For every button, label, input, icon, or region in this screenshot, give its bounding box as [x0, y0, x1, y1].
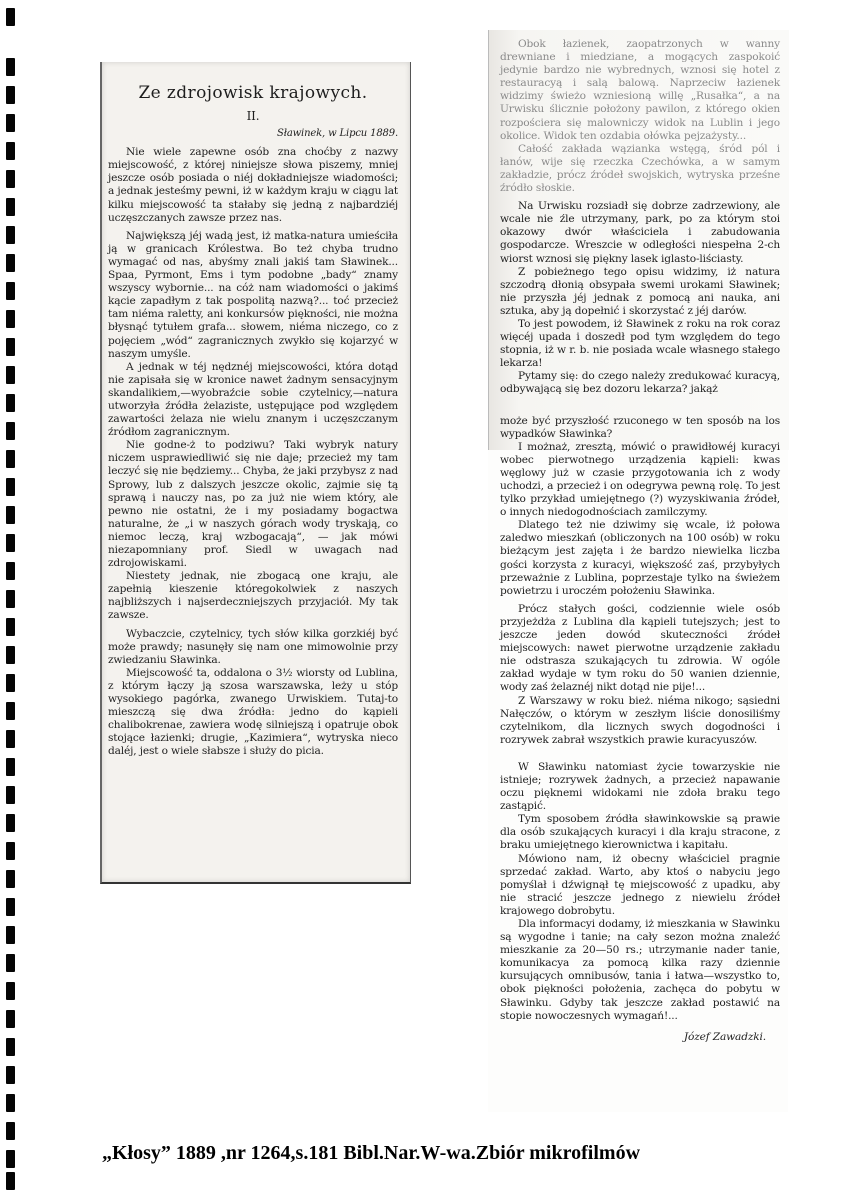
binder-hole: [6, 814, 15, 832]
paragraph-faded: Całość zakłada wązianka wstęgą, śród pól i łanów, wije się rzeczka Czechówka, a w samym zakładzie, prócz źródeł swojskich, wytryska prześne źródło słoskie.: [500, 142, 780, 195]
binder-hole: [6, 534, 15, 552]
binder-hole: [6, 1038, 15, 1056]
binder-hole: [6, 674, 15, 692]
binder-hole: [6, 786, 15, 804]
paragraph: Największą jéj wadą jest, iż matka-natura umieściła ją w granicach Królestwa. Bo też chyba trudno wymagać od nas, abyśmy znali jakiś tam Sławinek... Spaa, Pyrmont, Ems i tym podobne „bady“ znamy wszyscy wybornie... na cóż nam wiadomości o jakimś kącie zapadłym z tak pospolitą nazwą?... toć przecież tam niéma raletty, ani konkursów piękności, nie można błysnąć tytułem grafa... słowem, niéma niczego, co z pojęciem „wód“ zagranicznych zwykło się kojarzyć w naszym umyśle.: [108, 229, 398, 360]
binder-hole: [6, 114, 15, 132]
binder-hole: [6, 394, 15, 412]
binder-hole: [6, 870, 15, 888]
paragraph: Dlatego też nie dziwimy się wcale, iż połowa zaledwo mieszkań (obliczonych na 100 osób) w roku bieżącym jest zajęta i że bardzo niewielka liczba gości korzysta z kuracyi, większość zaś, przybyłych przeważnie z Lublina, poprzestaje tylko na świeżem powietrzu i uroczém położeniu Sławinka.: [500, 519, 780, 597]
paragraph: może być przyszłość rzuconego w ten sposób na los wypadków Sławinka?: [500, 414, 780, 440]
binder-hole: [6, 254, 15, 272]
binder-hole: [6, 926, 15, 944]
binder-hole: [6, 730, 15, 748]
paragraph: Dla informacyi dodamy, iż mieszkania w Sławinku są wygodne i tanie; na cały sezon można znaleźć mieszkanie za 20—50 rs.; utrzymanie nader tanie, komunikacya za pomocą kilka razy dziennie kursujących omnibusów, tania i łatwa—wszystko to, obok piękności położenia, zachęca do pobytu w Sławinku. Gdyby tak jeszcze zakład postawić na stopie nowoczesnych wymagań!...: [500, 918, 780, 1022]
article-right-column: [500, 38, 780, 1044]
paragraph: Z pobieżnego tego opisu widzimy, iż natura szczodrą dłonią obsypała swemi urokami Sławinek; nie przyszła jéj jednak z pomocą ani nauka, ani sztuka, aby ją dopełnić i skorzystać z jéj darów.: [500, 265, 780, 317]
binder-hole: [6, 590, 15, 608]
article-left-column: [108, 78, 398, 759]
paragraph: Tym sposobem źródła sławinkowskie są prawie dla osób szukających kuracyi i dla kraju stracone, z braku umiejętnego kierownictwa i kapitału.: [500, 813, 780, 852]
binder-hole: [6, 170, 15, 188]
source-caption: „Kłosy” 1889 ,nr 1264,s.181 Bibl.Nar.W-wa.Zbiór mikrofilmów: [102, 1142, 641, 1164]
binder-holes: [6, 0, 18, 1198]
paragraph: W Sławinku natomiast życie towarzyskie nie istnieje; rozrywek żadnych, a przecież napawanie oczu pięknemi widokami nie zdoła braku tego zastąpić.: [500, 760, 780, 813]
paragraph: Niestety jednak, nie zbogacą one kraju, ale zapełnią kieszenie któregokolwiek z naszych najbliższych i najserdeczniejszych przyjaciół. My tak zawsze.: [108, 570, 398, 622]
binder-hole: [6, 982, 15, 1000]
binder-hole: [6, 478, 15, 496]
binder-hole: [6, 1150, 15, 1168]
binder-hole: [6, 1010, 15, 1028]
binder-hole: [6, 282, 15, 300]
binder-hole: [6, 198, 15, 216]
binder-hole: [6, 842, 15, 860]
binder-hole: [6, 954, 15, 972]
binder-hole: [6, 310, 15, 328]
paragraph: Nie godne-ż to podziwu? Taki wybryk natury niczem usprawiedliwić się nie daje; przecież my tam leczyć się nie będziemy... Chyba, że jaki przybysz z nad Sprowy, lub z dalszych jeszcze okolic, zajmie się tą sprawą i nauczy nas, po za już nie wiem który, ale pewno nie ostatni, że i my posiadamy bogactwa naturalne, że „i w naszych górach wody tryskają, co niemoc leczą, kraj wzbogacają“, — jak mówi niezapomniany prof. Siedl w uwagach nad zdrojowiskami.: [108, 439, 398, 570]
binder-hole: [6, 8, 15, 26]
paragraph-faded: Obok łazienek, zaopatrzonych w wanny drewniane i miedziane, a mogących zaspokoić jedynie bardzo nie wybrednych, wznosi się hotel z restauracyą i salą balową. Naprzeciw łazienek widzimy świeżo wzniesioną willę „Rusałka“, a na Urwisku ślicznie położony pawilon, z którego okien rozpościera się malowniczy widok na Lublin i jego okolice. Widok ten ozdabia ołówka pejzażysty...: [500, 38, 780, 142]
binder-hole: [6, 58, 15, 76]
paragraph: Na Urwisku rozsiadł się dobrze zadrzewiony, ale wcale nie źle utrzymany, park, po za którym stoi okazowy dwór właściciela i zabudowania gospodarcze. Wreszcie w odległości niespełna 2-ch wiorst wznosi się piękny lasek iglasto-liściasty.: [500, 200, 780, 265]
binder-hole: [6, 618, 15, 636]
paragraph: Pytamy się: do czego należy zredukować kuracyą, odbywającą się bez dozoru lekarza? jakąż: [500, 370, 780, 396]
paragraph: Nie wiele zapewne osób zna choćby z nazwy miejscowość, z której niniejsze słowa piszemy, mniej jeszcze osób posiada o niéj dokładniejsze wiadomości; a jednak jesteśmy pewni, iż w każdym kraju w ciągu lat kilku miejscowość ta stałaby się jedną z najbardziéj uczęszczanych zawsze przez nas.: [108, 146, 398, 224]
binder-hole: [6, 1172, 15, 1190]
paragraph: Z Warszawy w roku bież. niéma nikogo; sąsiedni Nałęczów, o którym w zeszłym liście donosiliśmy czytelnikom, dla licznych swych dogodności i rozrywek zabrał wszystkich prawie kuracyuszów.: [500, 694, 780, 746]
paragraph: Prócz stałych gości, codziennie wiele osób przyjeżdża z Lublina dla kąpieli tutejszych; jest to jeszcze jeden dowód skuteczności źródeł miejscowych: nawet pierwotne urządzenie zakładu nie odstrasza szukających tu zdrowia. W ogóle zakład wydaje w tym roku do 50 wanien dziennie, wody zaś żelaznéj nikt dotąd nie pije!...: [500, 602, 780, 694]
article-section-number: II.: [246, 109, 260, 123]
paragraph: I możnaż, zresztą, mówić o prawidłowéj kuracyi wobec pierwotnego urządzenia kąpieli: kwas węglowy już w czasie przygotowania ich z wody uchodzi, a przecież i on odegrywa pewną rolę. To jest tylko przykład umiejętnego (?) wyzyskiwania źródeł, o innych niedogodnościach zamilczymy.: [500, 440, 780, 519]
binder-hole: [6, 86, 15, 104]
binder-hole: [6, 338, 15, 356]
paragraph: Miejscowość ta, oddalona o 3½ wiorsty od Lublina, z którym łączy ją szosa warszawska, leży u stóp wysokiego pagórka, zwanego Urwiskiem. Tutaj-to mieszczą się dwa źródła: jedno do kąpieli chalibokrenae, zawiera wodę silniejszą i opatruje obok stojące łazienki; drugie, „Kazimiera“, wytryska nieco daléj, jest o wiele słabsze i służy do picia.: [108, 666, 398, 758]
binder-hole: [6, 1094, 15, 1112]
binder-hole: [6, 422, 15, 440]
binder-hole: [6, 1122, 15, 1140]
binder-hole: [6, 702, 15, 720]
article-signature: Józef Zawadzki.: [683, 1030, 766, 1043]
binder-hole: [6, 142, 15, 160]
paragraph: Mówiono nam, iż obecny właściciel pragnie sprzedać zakład. Warto, aby ktoś o nabyciu jego pomyślał i dźwignął tę miejscowość z upadku, aby nie stracić jeszcze jednego z niewielu źródeł krajowego dobrobytu.: [500, 852, 780, 917]
paragraph: A jednak w téj nędznéj miejscowości, która dotąd nie zapisała się w kronice nawet żadnym sensacyjnym skandalikiem,—wyobraźcie sobie czytelnicy,—natura utworzyła źródła żelaziste, ustępujące pod względem zawartości żelaza nie wielu znanym i uczęszczanym źródłom zagranicznym.: [108, 360, 398, 439]
binder-hole: [6, 646, 15, 664]
binder-hole: [6, 758, 15, 776]
paragraph: To jest powodem, iż Sławinek z roku na rok coraz więcéj upada i doszedł pod tym względem do tego stopnia, iż w r. b. nie posiada wcale własnego stałego lekarza!: [500, 317, 780, 370]
binder-hole: [6, 562, 15, 580]
paragraph: Wybaczcie, czytelnicy, tych słów kilka gorzkiéj być może prawdy; nasunęły się nam one mimowolnie przy zwiedzaniu Sławinka.: [108, 627, 398, 666]
binder-hole: [6, 450, 15, 468]
binder-hole: [6, 226, 15, 244]
binder-hole: [6, 506, 15, 524]
binder-hole: [6, 1066, 15, 1084]
binder-hole: [6, 898, 15, 916]
binder-hole: [6, 366, 15, 384]
article-dateline: Sławinek, w Lipcu 1889.: [277, 128, 398, 140]
article-title: Ze zdrojowisk krajowych.: [138, 83, 368, 103]
